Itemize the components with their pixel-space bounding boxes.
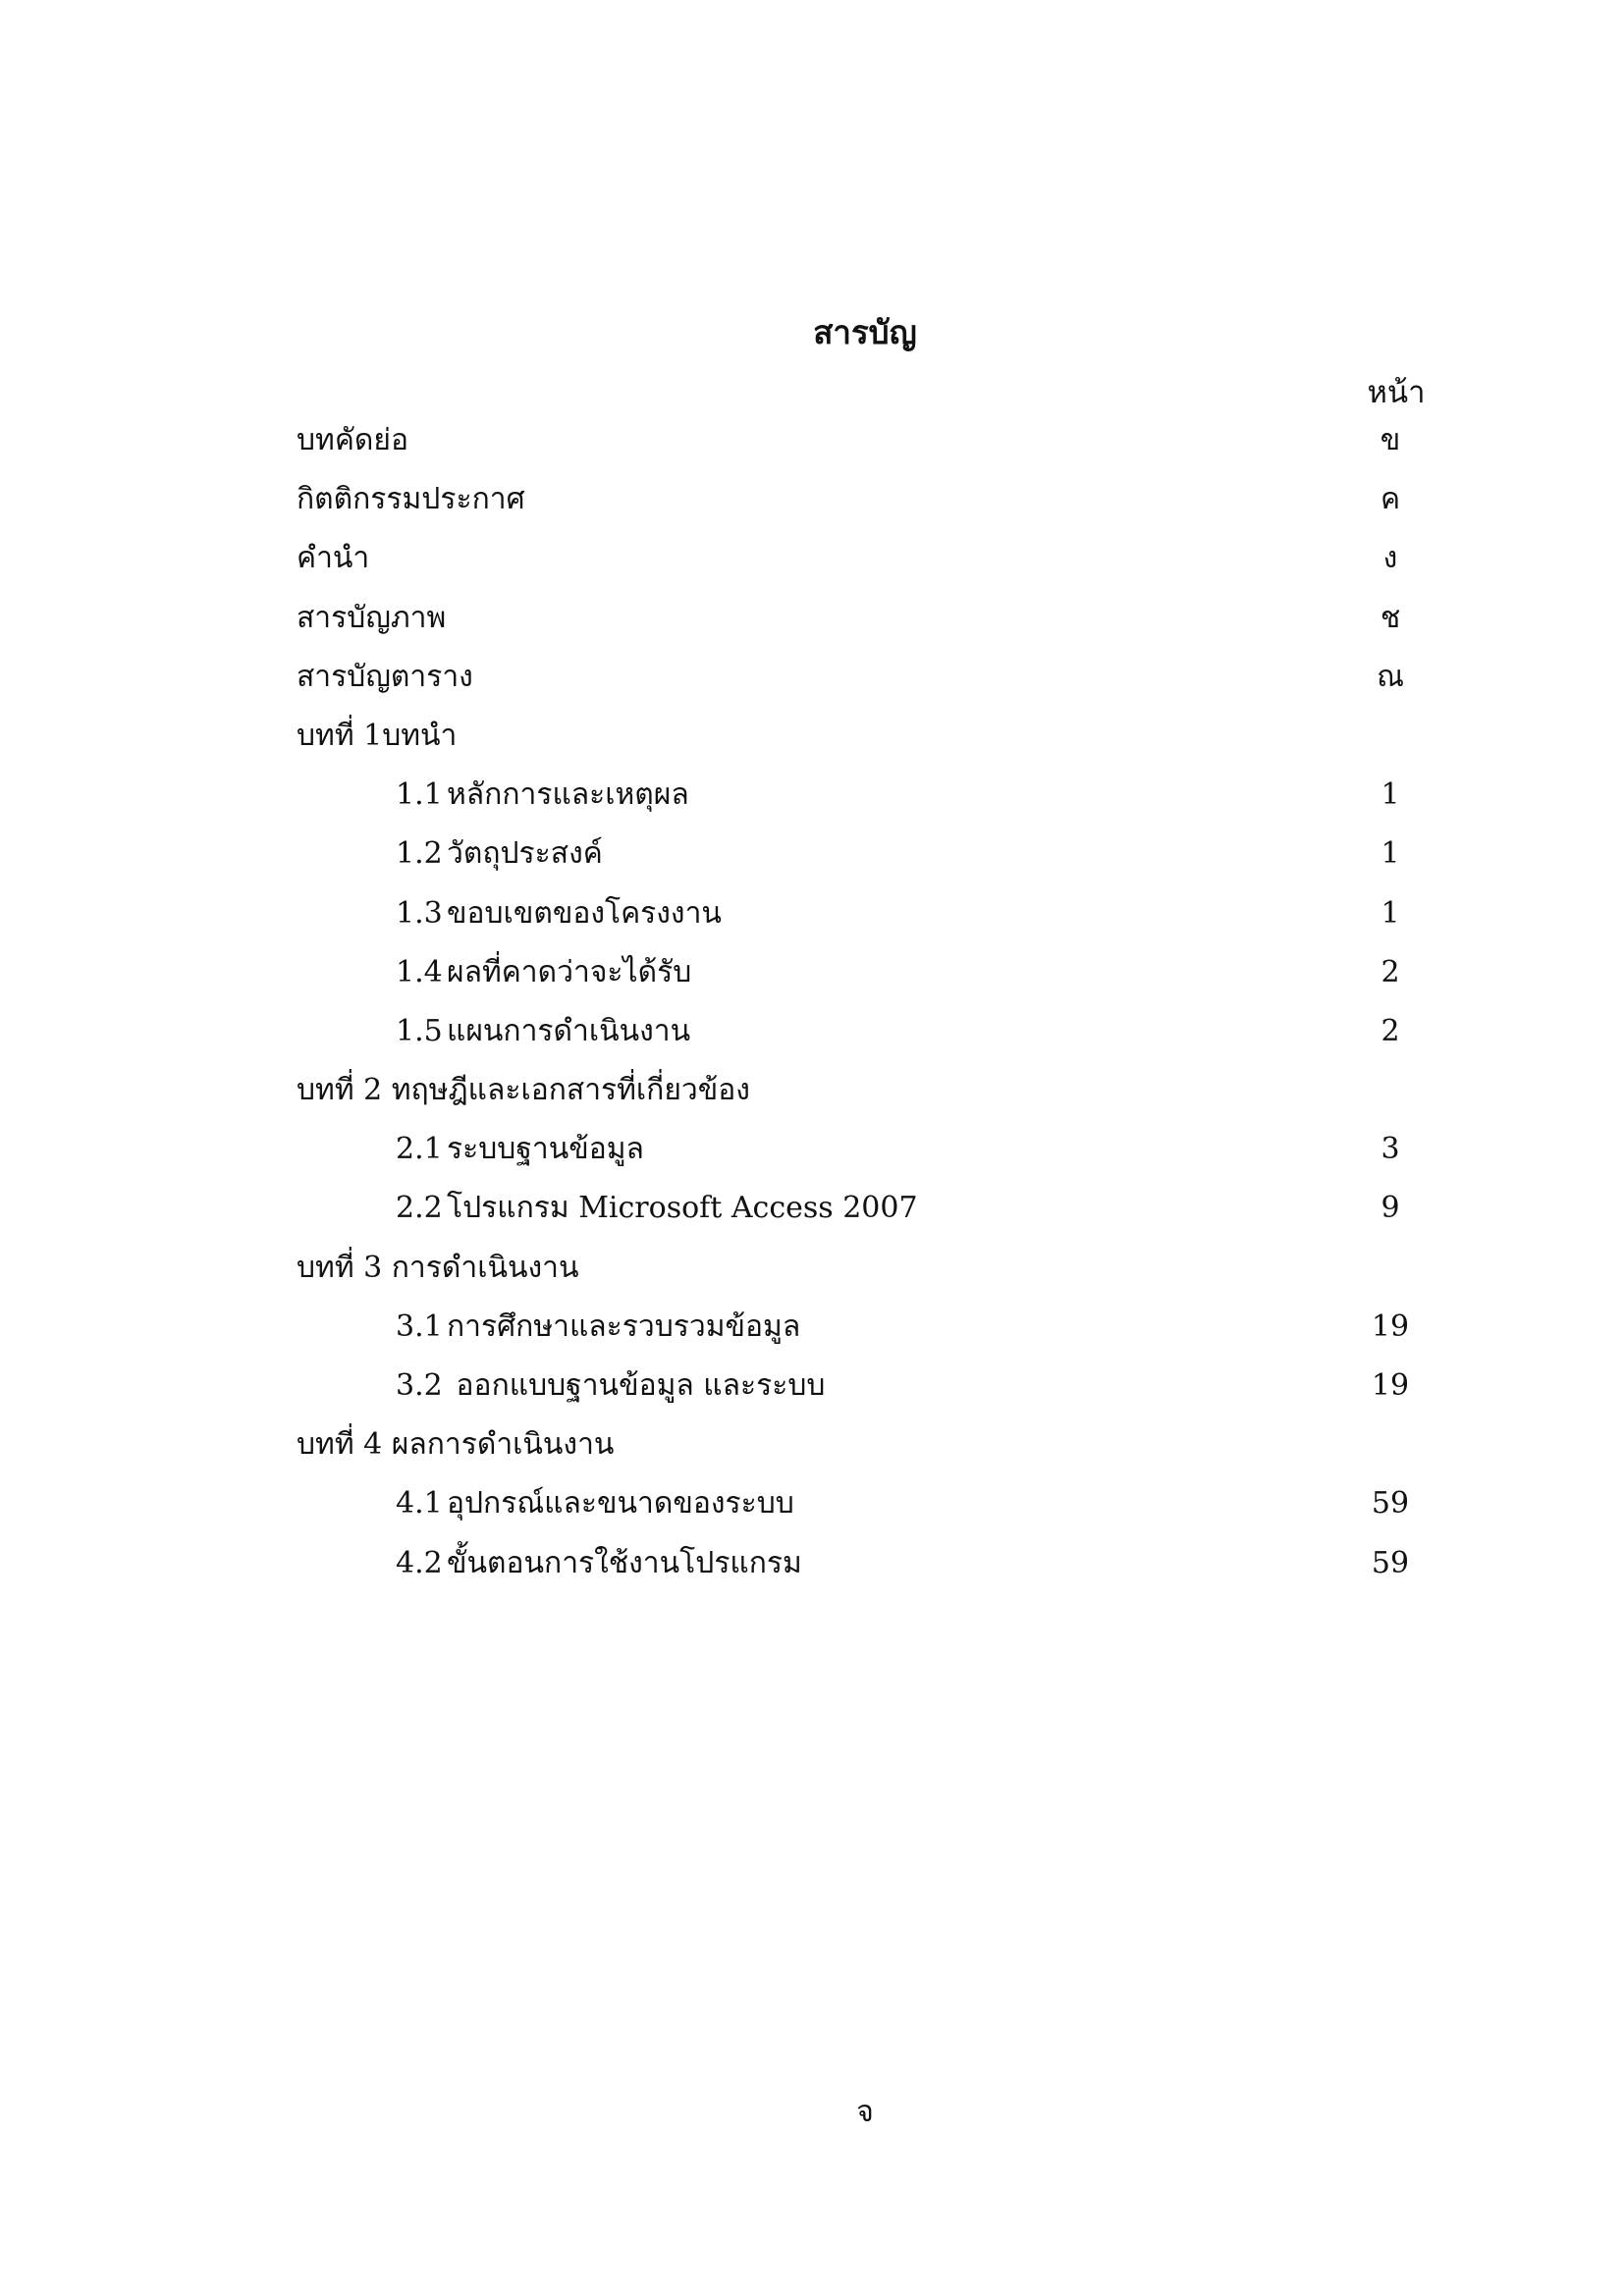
toc-section-number: 2.1	[396, 1132, 443, 1167]
table-of-contents	[0, 423, 1624, 1608]
toc-chapter-3	[0, 1250, 1624, 1312]
toc-section-3-1	[0, 1308, 1624, 1371]
toc-entry-page: 19	[1371, 1308, 1410, 1344]
toc-section-number: 4.2	[396, 1545, 443, 1580]
toc-section-1-1	[0, 777, 1624, 839]
toc-entry-page: 19	[1371, 1368, 1410, 1403]
toc-section-2-1	[0, 1132, 1624, 1194]
toc-section-label: ขั้นตอนการใช้งานโปรแกรม	[447, 1545, 802, 1580]
toc-entry-page: 1	[1380, 895, 1400, 931]
toc-entry-page: ข	[1380, 423, 1401, 457]
toc-entry-page: ช	[1380, 600, 1401, 635]
toc-section-number: 1.1	[396, 777, 443, 813]
toc-section-label: ขอบเขตของโครงงาน	[447, 895, 722, 931]
toc-section-4-2	[0, 1545, 1624, 1608]
toc-chapter-label: บทที่ 4 ผลการดำเนินงาน	[297, 1427, 615, 1463]
toc-section-number: 3.2	[396, 1368, 443, 1403]
toc-entry-page: 9	[1380, 1191, 1400, 1226]
toc-section-3-2	[0, 1368, 1624, 1430]
toc-section-number: 4.1	[396, 1486, 443, 1522]
toc-section-label: ออกแบบฐานข้อมูล และระบบ	[447, 1368, 826, 1403]
toc-chapter-4	[0, 1427, 1624, 1489]
toc-section-label: การศึกษาและรวบรวมข้อมูล	[447, 1308, 801, 1344]
toc-chapter-1	[0, 718, 1624, 780]
toc-entry-page: ณ	[1377, 659, 1404, 694]
toc-section-1-2	[0, 836, 1624, 898]
toc-entry-abstract	[0, 423, 1624, 485]
toc-entry-page: 59	[1371, 1486, 1410, 1522]
toc-entry-page: 1	[1380, 777, 1400, 813]
toc-entry-page: 2	[1380, 1013, 1400, 1048]
toc-entry-label: สารบัญตาราง	[297, 659, 473, 694]
toc-chapter-label: บทที่ 3 การดำเนินงาน	[297, 1250, 579, 1285]
toc-entry-page: 2	[1380, 954, 1400, 989]
toc-section-number: 1.2	[396, 836, 443, 872]
toc-section-1-4	[0, 954, 1624, 1017]
toc-entry-page: 3	[1380, 1132, 1400, 1167]
page-column-header: หน้า	[1367, 375, 1426, 410]
toc-entry-list-of-figures	[0, 600, 1624, 663]
toc-title: สารบัญ	[813, 313, 917, 351]
toc-entry-label: คำนำ	[297, 541, 370, 576]
page-number-footer: จ	[856, 2095, 874, 2129]
toc-section-number: 1.4	[396, 954, 443, 989]
toc-entry-acknowledgement	[0, 482, 1624, 544]
toc-section-number: 1.3	[396, 895, 443, 931]
toc-section-1-5	[0, 1013, 1624, 1076]
toc-section-number: 3.1	[396, 1308, 443, 1344]
toc-section-label: ระบบฐานข้อมูล	[447, 1132, 644, 1167]
toc-entry-page: ค	[1380, 482, 1401, 517]
toc-section-2-2	[0, 1191, 1624, 1253]
toc-section-number: 1.5	[396, 1013, 443, 1048]
toc-entry-label: กิตติกรรมประกาศ	[297, 482, 525, 517]
toc-chapter-label: บทที่ 2 ทฤษฎีและเอกสารที่เกี่ยวข้อง	[297, 1073, 750, 1108]
toc-entry-preface	[0, 541, 1624, 603]
toc-entry-page: 59	[1371, 1545, 1410, 1580]
toc-section-label: ผลที่คาดว่าจะได้รับ	[447, 954, 692, 989]
toc-section-4-1	[0, 1486, 1624, 1548]
toc-chapter-label: บทที่ 1บทนำ	[297, 718, 458, 753]
toc-chapter-2	[0, 1073, 1624, 1135]
toc-section-1-3	[0, 895, 1624, 958]
toc-entry-list-of-tables	[0, 659, 1624, 721]
toc-section-label: วัตถุประสงค์	[447, 836, 603, 872]
toc-entry-label: บทคัดย่อ	[297, 423, 408, 457]
toc-section-number: 2.2	[396, 1191, 443, 1226]
toc-section-label: หลักการและเหตุผล	[447, 777, 689, 813]
toc-entry-page: ง	[1382, 541, 1398, 576]
toc-section-label: แผนการดำเนินงาน	[447, 1013, 691, 1048]
toc-section-label: โปรแกรม Microsoft Access 2007	[447, 1191, 918, 1226]
toc-entry-page: 1	[1380, 836, 1400, 872]
toc-entry-label: สารบัญภาพ	[297, 600, 447, 635]
toc-section-label: อุปกรณ์และขนาดของระบบ	[447, 1486, 794, 1522]
